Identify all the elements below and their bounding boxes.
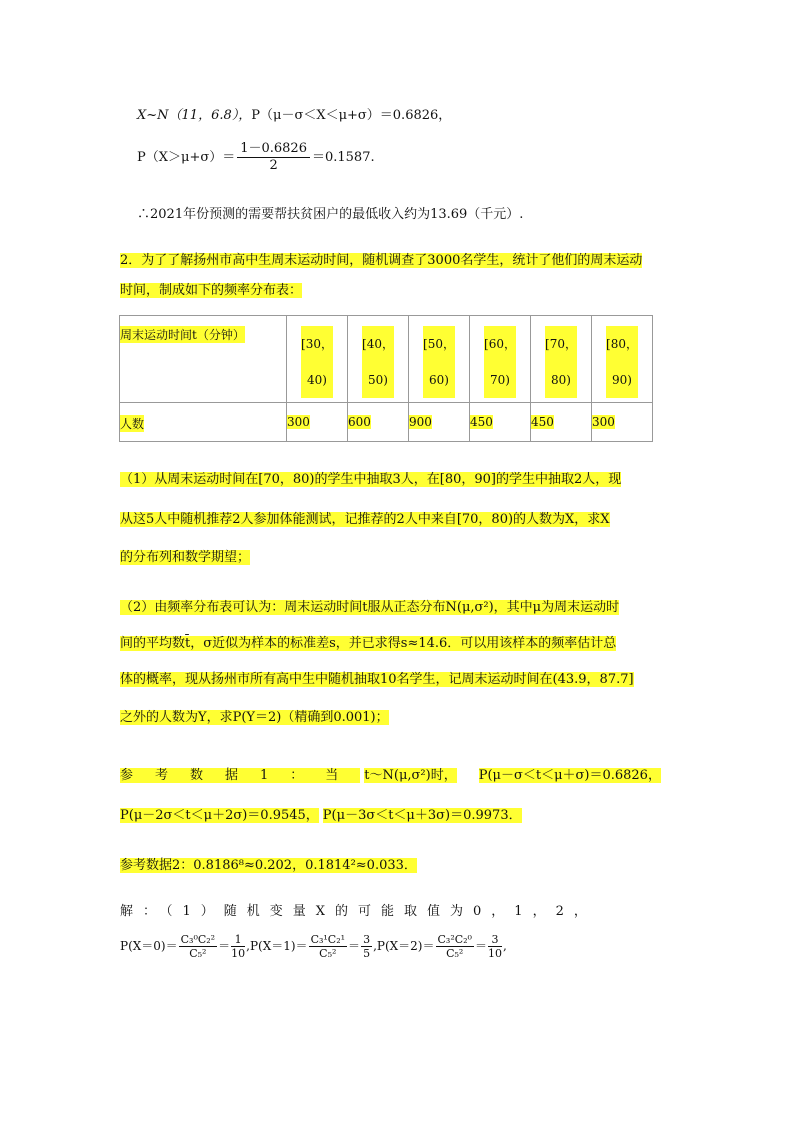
fraction-numerator: C₃²C₂⁰ — [437, 933, 472, 946]
part1-line-3 — [120, 546, 250, 565]
header-label: 周末运动时间t（分钟） — [120, 328, 245, 342]
fraction-numerator: 1－0.6826 — [237, 141, 310, 158]
fraction-numerator: 3 — [363, 933, 371, 946]
fraction-denominator: C₅² — [189, 947, 207, 960]
fraction-denominator: 5 — [363, 947, 371, 960]
interval-end: 70) — [490, 373, 510, 387]
table-count-cell — [287, 403, 348, 442]
formula-text: X~N（11，6.8）， — [137, 108, 252, 123]
frequency-table — [119, 315, 653, 442]
table-header-label-cell — [120, 316, 287, 403]
table-interval-cell — [592, 316, 653, 403]
highlighted-text: 体的概率，现从扬州市所有高中生中随机抽取10名学生，记周末运动时间在(43.9，87.7] — [120, 672, 634, 687]
table-header-row — [120, 316, 653, 403]
highlighted-text: （2）由频率分布表可认为：周末运动时间t服从正态分布N(μ,σ²)，其中μ为周末运动时 — [120, 600, 620, 615]
interval-text — [545, 326, 577, 398]
table-count-cell — [531, 403, 592, 442]
conclusion-text: ∴2021年份预测的需要帮扶贫困户的最低收入约为13.69（千元）. — [137, 207, 524, 222]
fraction-denominator: 10 — [488, 947, 502, 960]
highlighted-text: 2．为了了解扬州市高中生周末运动时间，随机调查了3000名学生，统计了他们的周末运动 — [120, 253, 643, 268]
interval-end: 40) — [307, 373, 327, 387]
count-value: 300 — [287, 415, 310, 429]
fraction-numerator: C₃⁰C₂² — [180, 933, 216, 946]
table-row — [120, 403, 653, 442]
interval-end: 80) — [551, 373, 571, 387]
interval-end: 60) — [429, 373, 449, 387]
part2-line-4 — [120, 706, 389, 725]
fraction-denominator: 10 — [231, 947, 246, 960]
count-value: 600 — [348, 415, 371, 429]
highlighted-text: 之外的人数为Y，求P(Y＝2)（精确到0.001)； — [120, 710, 389, 725]
reference-data-1-line-2 — [120, 804, 522, 823]
fraction-denominator: 2 — [269, 158, 278, 173]
fraction — [231, 933, 245, 960]
problem-intro-line-2 — [120, 279, 302, 298]
problem-intro-line-1 — [120, 249, 642, 268]
part2-line-2 — [120, 632, 616, 651]
fraction — [309, 933, 347, 960]
fraction — [436, 933, 474, 960]
count-value: 900 — [409, 415, 432, 429]
interval-start: [80， — [606, 337, 638, 351]
table-count-cell — [592, 403, 653, 442]
fraction — [361, 933, 372, 960]
highlighted-text: （1）从周末运动时间在[70，80)的学生中抽取3人，在[80，90]的学生中抽取2人，现 — [120, 472, 622, 487]
fraction — [488, 933, 502, 960]
part1-line-1 — [120, 468, 621, 487]
highlighted-text: 间的平均数t̄，σ近似为样本的标准差s，并已求得s≈14.6．可以用该样本的频率估计总 — [120, 636, 617, 651]
count-value: 450 — [470, 415, 493, 429]
table-count-cell — [470, 403, 531, 442]
part1-line-2 — [120, 508, 610, 527]
formula-text: P（μ－σ＜X＜μ+σ）＝0.6826， — [251, 108, 452, 123]
interval-start: [70， — [545, 337, 577, 351]
part2-line-1 — [120, 596, 619, 615]
formula-tail-probability — [137, 141, 375, 174]
table-count-cell — [348, 403, 409, 442]
highlighted-text: 从这5人中随机推荐2人参加体能测试，记推荐的2人中来自[70，80)的人数为X，求X — [120, 512, 610, 527]
reference-data-2 — [120, 854, 417, 873]
interval-end: 50) — [368, 373, 388, 387]
reference-data-1-line-1 — [120, 764, 661, 783]
fraction — [237, 141, 310, 174]
fraction — [179, 933, 217, 960]
highlighted-text: 参考数据2：0.8186⁸≈0.202，0.1814²≈0.033． — [120, 858, 417, 873]
interval-end: 90) — [612, 373, 632, 387]
solution-distribution: P(X＝0)＝ $\frac{\text{C₃⁰C₂²}}{\text{C₅²}}$ ＝ $\frac{1}{10}$ ,P(X＝1)＝ $\frac{\text{C₃¹C₂¹}}{\text{C₅²}}$ ＝ $\frac{3}{5}$ ,P(X＝2)＝ $\frac{\text{C₃²C₂⁰}}{\text{C₅²}}$ ＝ $\frac{3}{10}$ , — [120, 933, 507, 960]
reference-formula: P(μ－2σ＜t＜μ＋2σ)＝0.9545， — [120, 808, 319, 823]
part2-line-3 — [120, 668, 634, 687]
interval-start: [50， — [423, 337, 455, 351]
fraction-numerator: 1 — [231, 933, 245, 947]
solution-heading: 解：（1）随机变量X的可能取值为0，1，2， — [120, 904, 597, 919]
formula-normal-distribution — [137, 104, 451, 123]
fraction-denominator: C₅² — [319, 947, 337, 960]
interval-start: [60， — [484, 337, 516, 351]
interval-text — [606, 326, 638, 398]
interval-text — [362, 326, 394, 398]
table-count-cell — [409, 403, 470, 442]
table-interval-cell — [531, 316, 592, 403]
interval-start: [30， — [301, 337, 333, 351]
table-interval-cell — [409, 316, 470, 403]
table-row-label-cell — [120, 403, 287, 442]
count-value: 450 — [531, 415, 554, 429]
fraction-numerator: C₃¹C₂¹ — [310, 933, 346, 946]
interval-text — [484, 326, 516, 398]
fraction-numerator: 3 — [488, 933, 502, 947]
formula-text: ,P(X＝2)＝ — [373, 939, 435, 953]
formula-text: ,P(X＝1)＝ — [246, 939, 308, 953]
formula-text: P(X＝0)＝ — [120, 939, 178, 953]
highlighted-text: 的分布列和数学期望； — [120, 550, 251, 565]
count-value: 300 — [592, 415, 615, 429]
table-interval-cell — [348, 316, 409, 403]
formula-text: ＝0.1587. — [311, 150, 375, 165]
fraction-denominator: C₅² — [446, 947, 464, 960]
reference-formula: P(μ－3σ＜t＜μ＋3σ)＝0.9973． — [322, 808, 522, 823]
interval-text — [423, 326, 455, 398]
highlighted-text: 时间，制成如下的频率分布表： — [120, 283, 303, 298]
reference-condition: t～N(μ,σ²)时， — [364, 768, 457, 783]
formula-text: P（X＞μ+σ）＝ — [137, 150, 236, 165]
row-label: 人数 — [120, 417, 145, 431]
table-interval-cell — [287, 316, 348, 403]
reference-formula: P(μ－σ＜t＜μ＋σ)＝0.6826， — [478, 768, 661, 783]
table-interval-cell — [470, 316, 531, 403]
formula-text: , — [503, 939, 507, 953]
interval-text — [301, 326, 333, 398]
reference-label: 参考数据1：当 — [120, 768, 361, 783]
interval-start: [40， — [362, 337, 394, 351]
